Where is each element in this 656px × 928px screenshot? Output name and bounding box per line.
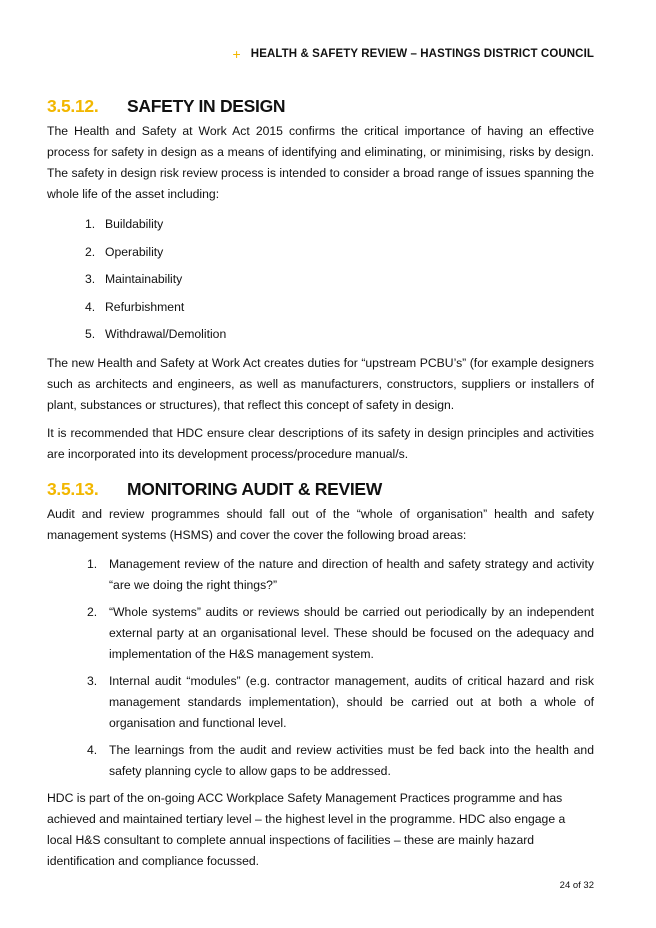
paragraph: It is recommended that HDC ensure clear descriptions of its safety in design principles and activities are incorporated into its development process/procedure manual/s. — [47, 425, 594, 461]
list-item: 4. Refurbishment — [85, 299, 185, 314]
plus-icon: + — [232, 46, 241, 62]
section-number: 3.5.12. — [47, 96, 99, 116]
list-item: 1. Management review of the nature and direction of health and safety strategy and activity “are we doing the right things?” — [87, 556, 594, 592]
running-header — [233, 46, 594, 62]
list-item: 2. Operability — [85, 244, 164, 259]
page-number: 24 of 32 — [559, 880, 594, 891]
page-content — [47, 96, 594, 872]
list-item: 2. “Whole systems” audits or reviews should be carried out periodically by an independent external party at an organisational level. These should be focused on the adequacy and implementation of the H&S management system. — [87, 604, 594, 661]
list-item: 1. Buildability — [85, 217, 164, 231]
paragraph: HDC is part of the on-going ACC Workplace Safety Management Practices programme and has achieved and maintained tertiary level – the highest level in the programme. HDC also engage a local H&S consultant to complete annual inspections of facilities – these are mainly hazard identification and compliance focussed. — [47, 790, 566, 868]
section-heading-safety-in-design — [47, 96, 594, 117]
list-item: 3. Maintainability — [85, 272, 183, 286]
paragraph: Audit and review programmes should fall out of the “whole of organisation” health and safety management systems (HSMS) and cover the cover the following broad areas: — [47, 506, 594, 542]
header-title: HEALTH & SAFETY REVIEW – HASTINGS DISTRICT COUNCIL — [250, 48, 594, 60]
section-number: 3.5.13. — [47, 478, 99, 499]
list-item: 4. The learnings from the audit and review activities must be fed back into the health and safety planning cycle to allow gaps to be addressed. — [87, 742, 594, 778]
section-title: MONITORING AUDIT & REVIEW — [127, 478, 383, 499]
list-item: 5. Withdrawal/Demolition — [85, 327, 227, 341]
asset-life-list — [47, 211, 594, 349]
list-item: 3. Internal audit “modules” (e.g. contractor management, audits of critical hazard and risk management standards implementation), should be carried out at both a whole of organisation and functional level. — [87, 673, 594, 730]
section-title: SAFETY IN DESIGN — [127, 96, 286, 116]
paragraph: The new Health and Safety at Work Act creates duties for “upstream PCBU’s” (for example designers such as architects and engineers, as well as manufacturers, constructors, suppliers or installers of plant, substances or structures), that reflect this concept of safety in design. — [47, 355, 594, 412]
section-heading-monitoring-audit-review — [47, 479, 594, 500]
audit-areas-list — [47, 554, 594, 782]
paragraph: The Health and Safety at Work Act 2015 confirms the critical importance of having an effective process for safety in design as a means of identifying and eliminating, or minimising, risks by design. The safety in design risk review process is intended to consider a broad range of issues spanning the whole life of the asset including: — [47, 124, 594, 201]
